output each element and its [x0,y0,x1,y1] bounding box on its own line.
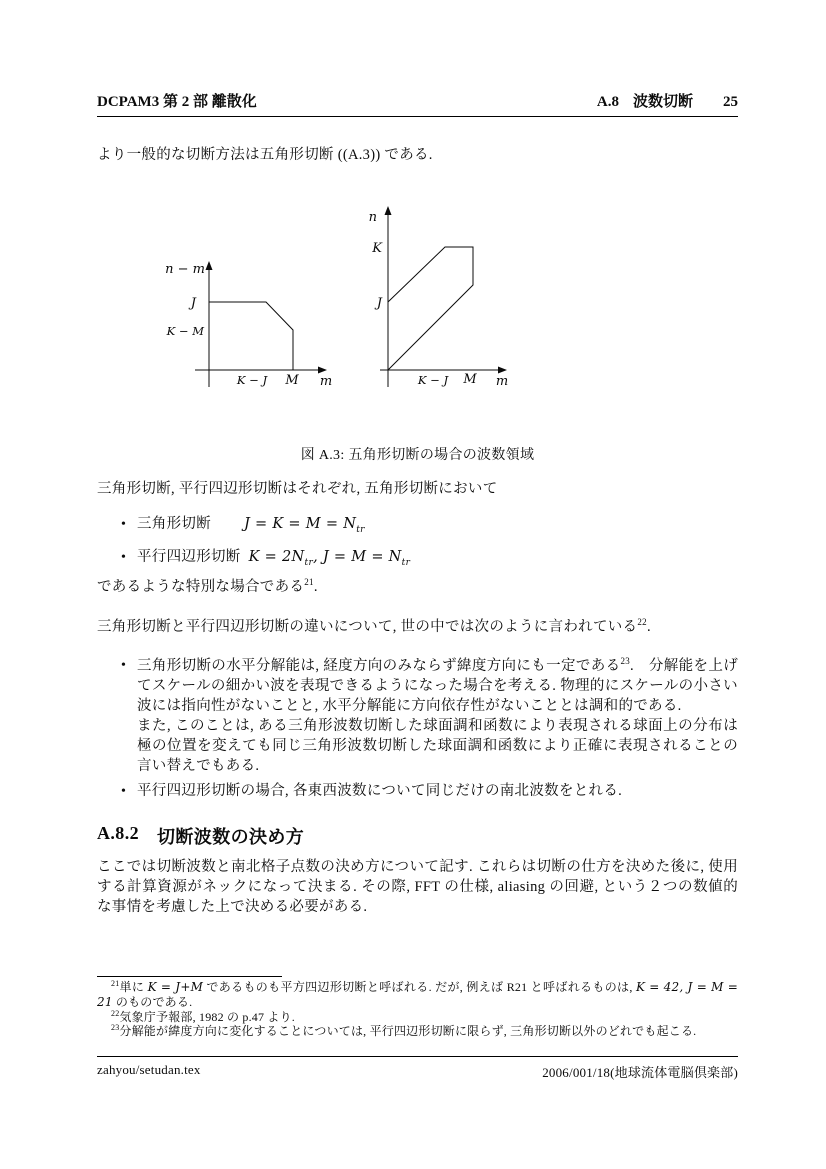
right-plot-xtick-K-minus-J: K − J [417,373,449,387]
footnote-separator-rule [97,976,282,977]
right-plot-x-arrow-icon [498,367,507,374]
right-plot [369,206,509,389]
paragraph-section-body: ここでは切断波数と南北格子点数の決め方について記す. これらは切断の仕方を決めた後に, 使用する計算資源がネックになって決まる. その際, FFT の仕様, aliasing の回避, という２つの数値的な事情を考慮した上で決める必要がある. [97,859,738,915]
footnote-21: $^{21}$単に K = J+M であるものも平方四辺形切断と呼ばれる. だが, 例えば R21 と呼ばれるものは, K = 42, J = M = 21 のものである. [97,979,739,1009]
bullet-dot-icon: • [121,517,127,532]
right-plot-ytick-K: K [372,241,382,256]
header-right [597,90,738,111]
paragraph-difference: 三角形切断と平行四辺形切断の違いについて, 世の中では次のように言われている$^{22}$. [97,617,651,635]
bullet-triangular-math: $J = K = M = N_{tr}$ [244,516,365,535]
header-left-title: DCPAM3 第 2 部 離散化 [97,94,257,110]
left-plot-region-outline [209,302,293,370]
footer-rule [97,1056,738,1057]
bullet-triangular-label: 三角形切断 [137,516,211,532]
footnote-23: $^{23}$分解能が緯度方向に変化することについては, 平行四辺形切断に限らず, 三角形切断以外のどれでも起こる. [111,1023,697,1038]
section-title: 切断波数の決め方 [157,827,305,847]
header-section-title: 波数切断 [632,94,693,110]
right-plot-ytick-J: J [376,296,382,311]
right-plot-y-axis-label: n [368,210,377,225]
figure-caption: 図 A.3: 五角形切断の場合の波数領域 [300,448,535,463]
bullet-resolution [137,656,738,776]
page-number: 25 [723,94,738,110]
bullet-parallelogram-math: $K = 2N_{tr}$, $J = M = N_{tr}$ [248,549,411,568]
bullet-triangular [121,514,721,540]
footnote-22-marker: 22 [111,1009,120,1018]
figure-wavenumber-regions [150,196,522,402]
left-plot [165,261,332,389]
right-plot-xtick-M: M [463,372,477,387]
footnote-23-marker: 23 [111,1023,120,1032]
footnote-ref-22: 22 [637,617,647,628]
bullet-dot-icon: • [121,658,127,673]
paragraph-truncations: 三角形切断, 平行四辺形切断はそれぞれ, 五角形切断において [97,481,498,497]
left-plot-y-arrow-icon [206,261,213,270]
left-plot-xtick-M: M [285,373,299,388]
left-plot-ytick-K-minus-M: K − M [166,324,204,338]
page-header [97,90,738,117]
bullet-resolution-second-block: また, このことは, ある三角形波数切断した球面調和函数により表現される球面上の分布は極の位置を変えても同じ三角形波数切断した球面調和函数により正確に表現されることの言い替えでもある. [137,718,738,774]
section-number: A.8.2 [97,823,139,843]
left-plot-x-arrow-icon [318,367,327,374]
header-section-number: A.8 [596,94,619,110]
left-plot-x-axis-label: m [319,374,333,389]
intro-paragraph: より一般的な切断方法は五角形切断 ((A.3)) である. [97,147,433,163]
footnote-ref-21: 21 [304,577,314,588]
footer-date-credit: 2006/001/18(地球流体電脳倶楽部) [542,1065,738,1080]
left-plot-y-axis-label: n − m [165,262,205,277]
right-plot-region-outline [388,247,473,370]
bullet-parallelogram-note: • 平行四辺形切断の場合, 各東西波数について同じだけの南北波数をとれる. [121,781,738,802]
footer-source-file: zahyou/setudan.tex [97,1062,201,1077]
left-plot-ytick-J: J [190,296,196,311]
bullet-dot-icon: • [121,784,127,799]
paragraph-special-cases: であるような特別な場合である$^{21}$. [97,577,318,595]
footnote-21-marker: 21 [111,979,120,988]
section-heading [97,823,304,849]
left-plot-xtick-K-minus-J: K − J [236,373,268,387]
footnote-22: $^{22}$気象庁予報部, 1982 の p.47 より. [111,1009,296,1024]
right-plot-y-arrow-icon [385,206,392,215]
footnote-ref-23: 23 [620,656,631,667]
page-footer [97,1062,738,1081]
bullet-resolution-first-block: 三角形切断の水平分解能は, 経度方向のみならず緯度方向にも一定である$^{23}$. 分解能を上げてスケールの細かい波を表現できるようになった場合を考える. 物理的にスケールの小さい波には指向性がないことと, 水平分解能に方向依存性がないこととは調和的である. [137,656,738,714]
bullet-parallelogram [121,547,721,573]
right-plot-x-axis-label: m [495,374,509,389]
bullet-dot-icon: • [121,550,127,565]
bullet-parallelogram-label: 平行四辺形切断 [137,549,241,565]
